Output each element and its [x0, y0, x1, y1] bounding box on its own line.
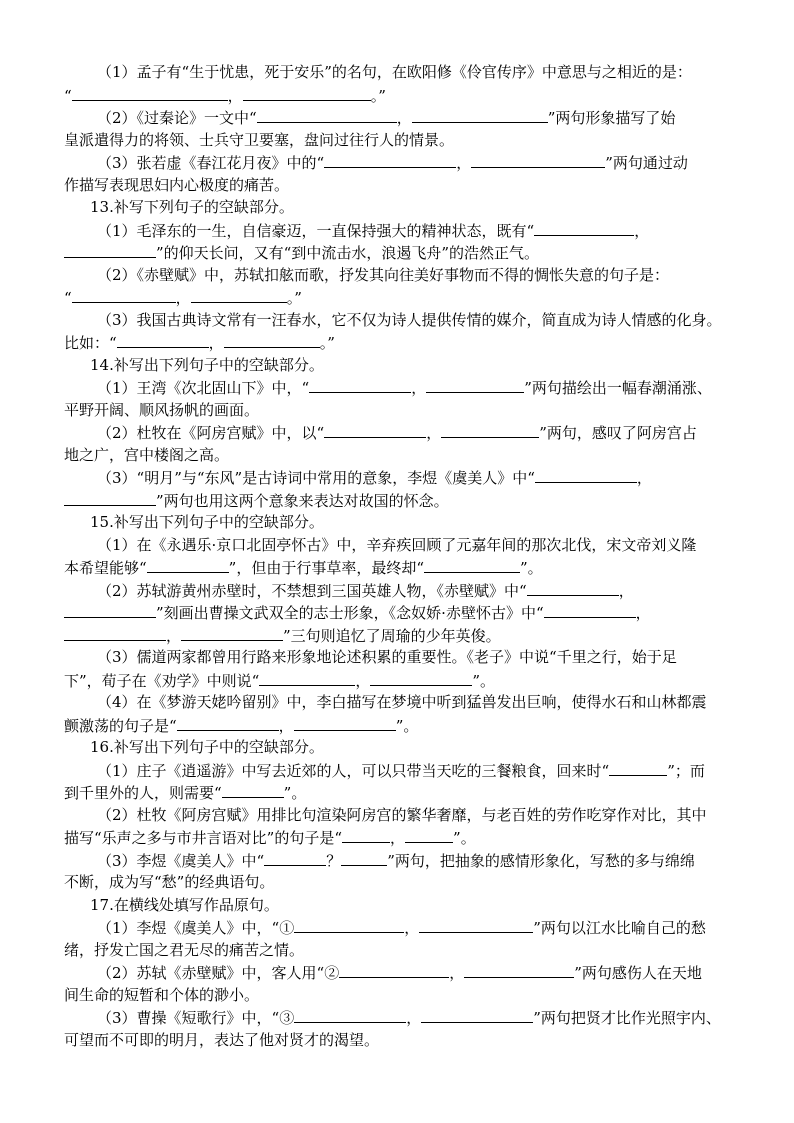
text-line [0, 466, 794, 489]
text: （3）张若虚《春江花月夜》中的“ [97, 154, 325, 172]
text: ， [404, 919, 420, 937]
fill-blank[interactable] [191, 286, 287, 303]
text-line [0, 489, 794, 512]
text: 颤激荡的句子是“ [64, 717, 177, 735]
question-heading [0, 196, 794, 218]
text: ”刻画出曹操文武双全的志士形象，《念奴娇·赤壁怀古》中“ [156, 604, 544, 622]
fill-blank[interactable] [421, 1006, 533, 1023]
text-line [0, 871, 794, 893]
fill-blank[interactable] [544, 601, 636, 618]
text-line [0, 804, 794, 826]
text: （1）庄子《逍遥游》中写去近郊的人，可以只带当天吃的三餐粮食，回来时“ [97, 762, 610, 780]
fill-blank[interactable] [535, 466, 637, 483]
text: （3）李煜《虞美人》中“ [97, 852, 265, 870]
text: ， [208, 334, 224, 352]
text: ”两句，感叹了阿房宫占 [539, 424, 697, 442]
fill-blank[interactable] [339, 961, 449, 978]
question-heading [0, 894, 794, 916]
text: 作描写表现思妇内心极度的痛苦。 [64, 176, 290, 194]
fill-blank[interactable] [181, 624, 283, 641]
text-line [0, 601, 794, 624]
text: ， [456, 154, 472, 172]
fill-blank[interactable] [324, 151, 456, 168]
fill-blank[interactable] [464, 961, 574, 978]
text: ”，但由于行事草率，最终却“ [228, 559, 425, 577]
text: ， [406, 1009, 422, 1027]
text: ”；而 [667, 762, 705, 780]
text-line [0, 241, 794, 264]
text-line [0, 444, 794, 466]
fill-blank[interactable] [224, 331, 320, 348]
fill-blank[interactable] [64, 601, 156, 618]
text: ”。 [283, 784, 307, 802]
text: （2）杜牧《阿房宫赋》用排比句渲染阿房宫的繁华奢靡，与老百姓的劳作吃穿作对比，其中 [97, 806, 707, 824]
fill-blank[interactable] [341, 849, 387, 866]
fill-blank[interactable] [412, 106, 548, 123]
fill-blank[interactable] [609, 759, 667, 776]
text: 本希望能够“ [64, 559, 147, 577]
text: ”两句把贤才比作光照宇内、 [533, 1009, 721, 1027]
text: ， [227, 87, 243, 105]
text: ， [396, 109, 412, 127]
text: 可望而不可即的明月，表达了他对贤才的渴望。 [64, 1031, 380, 1049]
text: 15.补写出下列句子中的空缺部分。 [90, 513, 324, 531]
text: ”。 [453, 829, 476, 847]
fill-blank[interactable] [147, 556, 229, 573]
text-line [0, 691, 794, 713]
text-line [0, 61, 794, 83]
text-line [0, 219, 794, 242]
text: （3）“明月”与“东风”是古诗词中常用的意象，李煜《虞美人》中“ [97, 469, 535, 487]
text: （1）在《永遇乐·京口北固亭怀古》中，辛弃疾回顾了元嘉年间的那次北伐，宋文帝刘义隆 [97, 536, 697, 554]
text: ？ [326, 852, 342, 870]
text: ”两句也用这两个意象来表达对故国的怀念。 [156, 492, 449, 510]
text-line [0, 984, 794, 1006]
fill-blank[interactable] [370, 669, 472, 686]
fill-blank[interactable] [72, 286, 176, 303]
fill-blank[interactable] [534, 219, 634, 236]
text: 17.在横线处填写作品原句。 [90, 896, 279, 914]
text: （2）苏轼游黄州赤壁时，不禁想到三国英雄人物，《赤壁赋》中“ [97, 582, 527, 600]
fill-blank[interactable] [294, 714, 396, 731]
text-line [0, 781, 794, 804]
text-line [0, 174, 794, 196]
fill-blank[interactable] [294, 916, 404, 933]
text: （1）毛泽东的一生，自信豪迈，一直保持强大的精神状态，既有“ [97, 222, 535, 240]
text-line [0, 939, 794, 961]
fill-blank[interactable] [405, 826, 453, 843]
fill-blank[interactable] [177, 714, 279, 731]
text: ， [355, 672, 371, 690]
text-line [0, 961, 794, 984]
text-line [0, 534, 794, 556]
text-line [0, 646, 794, 668]
text: 。” [370, 87, 386, 105]
text: ， [411, 379, 427, 397]
text-line [0, 264, 794, 286]
text: 地之广，宫中楼阁之高。 [64, 446, 230, 464]
text: （1）孟子有“生于忧患，死于安乐”的名句，在欧阳修《伶官传序》中意思与之相近的是： [97, 63, 692, 81]
text: ”。 [395, 717, 419, 735]
text-line [0, 376, 794, 399]
text: ”。 [520, 559, 543, 577]
text: ”。 [472, 672, 496, 690]
text-line [0, 759, 794, 782]
text-line [0, 1006, 794, 1029]
text: 不断，成为写“愁”的经典语句。 [64, 873, 275, 891]
text: ， [634, 222, 650, 240]
text: ， [618, 582, 634, 600]
text-line [0, 916, 794, 939]
text-line [0, 84, 794, 107]
fill-blank[interactable] [441, 421, 539, 438]
text: 比如：“ [64, 334, 117, 352]
text-line [0, 331, 794, 354]
fill-blank[interactable] [419, 916, 533, 933]
text: 描写“乐声之多与市井言语对比”的句子是“ [64, 829, 343, 847]
text-line [0, 624, 794, 647]
text-line [0, 421, 794, 444]
text: ， [390, 829, 406, 847]
fill-blank[interactable] [257, 106, 397, 123]
fill-blank[interactable] [527, 579, 619, 596]
fill-blank[interactable] [243, 84, 371, 101]
fill-blank[interactable] [64, 489, 156, 506]
text: （2）《过秦论》一文中“ [97, 109, 257, 127]
fill-blank[interactable] [64, 624, 166, 641]
text-line [0, 579, 794, 602]
text: 13.补写下列句子的空缺部分。 [90, 198, 294, 216]
text-line [0, 129, 794, 151]
text: ”两句感伤人在天地 [574, 964, 702, 982]
fill-blank[interactable] [117, 331, 209, 348]
text: ， [636, 469, 652, 487]
text: ， [449, 964, 465, 982]
fill-blank[interactable] [424, 556, 520, 573]
text: （3）曹操《短歌行》中，“③ [97, 1009, 295, 1027]
text: “ [64, 289, 72, 307]
fill-blank[interactable] [324, 421, 426, 438]
text-line [0, 849, 794, 872]
text-line [0, 286, 794, 309]
fill-blank[interactable] [426, 376, 524, 393]
text: （3）我国古典诗文常有一汪春水，它不仅为诗人提供传情的媒介，简直成为诗人情感的化身。 [97, 311, 722, 329]
text: （1）王湾《次北固山下》中，“ [97, 379, 310, 397]
fill-blank[interactable] [309, 376, 411, 393]
text: ， [166, 627, 182, 645]
fill-blank[interactable] [222, 781, 284, 798]
text: （2）杜牧在《阿房宫赋》中，以“ [97, 424, 325, 442]
fill-blank[interactable] [259, 669, 355, 686]
text: ”两句以江水比喻自己的愁 [533, 919, 706, 937]
text-line [0, 1029, 794, 1051]
text: 14.补写出下列句子中的空缺部分。 [90, 356, 324, 374]
text-line [0, 556, 794, 579]
question-heading [0, 511, 794, 533]
question-heading [0, 736, 794, 758]
text: 皇派遣得力的将领、士兵守卫要塞，盘问过往行人的情景。 [64, 131, 455, 149]
text: 到千里外的人，则需要“ [64, 784, 222, 802]
text: “ [64, 87, 72, 105]
fill-blank[interactable] [264, 849, 326, 866]
text: （2）《赤壁赋》中，苏轼扣舷而歌，抒发其向往美好事物而不得的惆怅失意的句子是： [97, 266, 670, 284]
text: ”两句通过动 [605, 154, 688, 172]
text: 下”，荀子在《劝学》中则说“ [64, 672, 260, 690]
text-line [0, 399, 794, 421]
text: ， [426, 424, 442, 442]
fill-blank[interactable] [471, 151, 605, 168]
fill-blank[interactable] [72, 84, 228, 101]
text: ”三句则追忆了周瑜的少年英俊。 [283, 627, 501, 645]
text-line [0, 309, 794, 331]
text: ”两句，把抽象的感情形象化，写愁的多与绵绵 [387, 852, 695, 870]
text-line [0, 669, 794, 692]
fill-blank[interactable] [294, 1006, 406, 1023]
text-line [0, 151, 794, 174]
text: ， [278, 717, 294, 735]
question-heading [0, 354, 794, 376]
text: （2）苏轼《赤壁赋》中，客人用“② [97, 964, 340, 982]
text-line [0, 106, 794, 129]
text: ， [175, 289, 191, 307]
text: ”两句形象描写了始 [547, 109, 676, 127]
text: （1）李煜《虞美人》中，“① [97, 919, 295, 937]
text: （4）在《梦游天姥吟留别》中，李白描写在梦境中听到猛兽发出巨响，使得水石和山林都震 [97, 693, 707, 711]
text: 绪，抒发亡国之君无尽的痛苦之情。 [64, 941, 305, 959]
text-line [0, 714, 794, 737]
text: 。” [286, 289, 302, 307]
text: 平野开阔、顺风扬帆的画面。 [64, 401, 260, 419]
text: 间生命的短暂和个体的渺小。 [64, 986, 260, 1004]
text: ”的仰天长问，又有“到中流击水，浪遏飞舟”的浩然正气。 [156, 244, 540, 262]
text: 16.补写出下列句子中的空缺部分。 [90, 738, 324, 756]
text-line [0, 826, 794, 849]
fill-blank[interactable] [342, 826, 390, 843]
text: ， [635, 604, 651, 622]
fill-blank[interactable] [64, 241, 156, 258]
text: ”两句描绘出一幅春潮涌涨、 [524, 379, 712, 397]
text: 。” [319, 334, 335, 352]
text: （3）儒道两家都曾用行路来形象地论述积累的重要性。《老子》中说“千里之行，始于足 [97, 648, 677, 666]
